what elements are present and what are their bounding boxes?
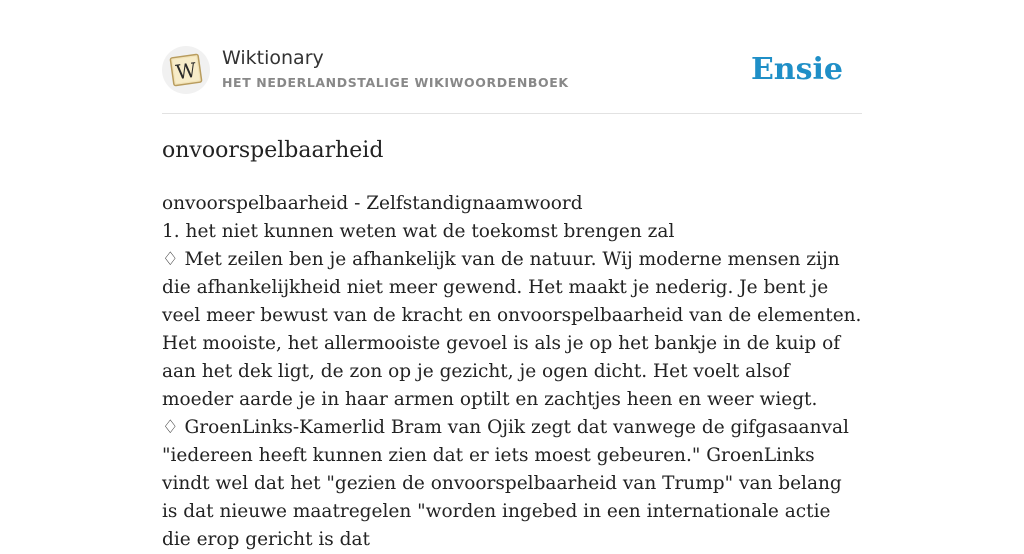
- entry-definition: 1. het niet kunnen weten wat de toekomst brengen zal: [162, 221, 675, 242]
- site-header: [162, 44, 862, 100]
- example-sentence: ♢ GroenLinks-Kamerlid Bram van Ojik zegt dat vanwege de gifgasaanval "iedereen heeft kunnen zien dat er iets moest gebeuren." GroenLinks vindt wel dat het "gezien de onvoorspelbaarheid van Trump" van belang is dat nieuwe maatregelen "worden ingebed in een internationale actie die erop gericht is dat: [162, 417, 849, 550]
- site-name[interactable]: Wiktionary: [222, 47, 324, 69]
- ensie-brand-logo[interactable]: Ensie: [750, 52, 843, 87]
- entry-content: [162, 190, 862, 554]
- wiktionary-logo-icon: [162, 46, 210, 94]
- entry-heading: onvoorspelbaarheid - Zelfstandignaamwoord: [162, 193, 583, 214]
- header-divider: [162, 113, 862, 114]
- page-title: onvoorspelbaarheid: [162, 138, 384, 163]
- wiktionary-logo[interactable]: [162, 46, 210, 94]
- example-sentence: ♢ Met zeilen ben je afhankelijk van de natuur. Wij moderne mensen zijn die afhankelijkheid niet meer gewend. Het maakt je nederig. Je bent je veel meer bewust van de kracht en onvoorspelbaarheid van de elementen. Het mooiste, het allermooiste gevoel is als je op het bankje in de kuip of aan het dek ligt, de zon op je gezicht, je ogen dicht. Het voelt alsof moeder aarde je in haar armen optilt en zachtjes heen en weer wiegt.: [162, 249, 862, 410]
- site-tagline: HET NEDERLANDSTALIGE WIKIWOORDENBOEK: [222, 75, 569, 90]
- logo-letter: W: [174, 57, 198, 85]
